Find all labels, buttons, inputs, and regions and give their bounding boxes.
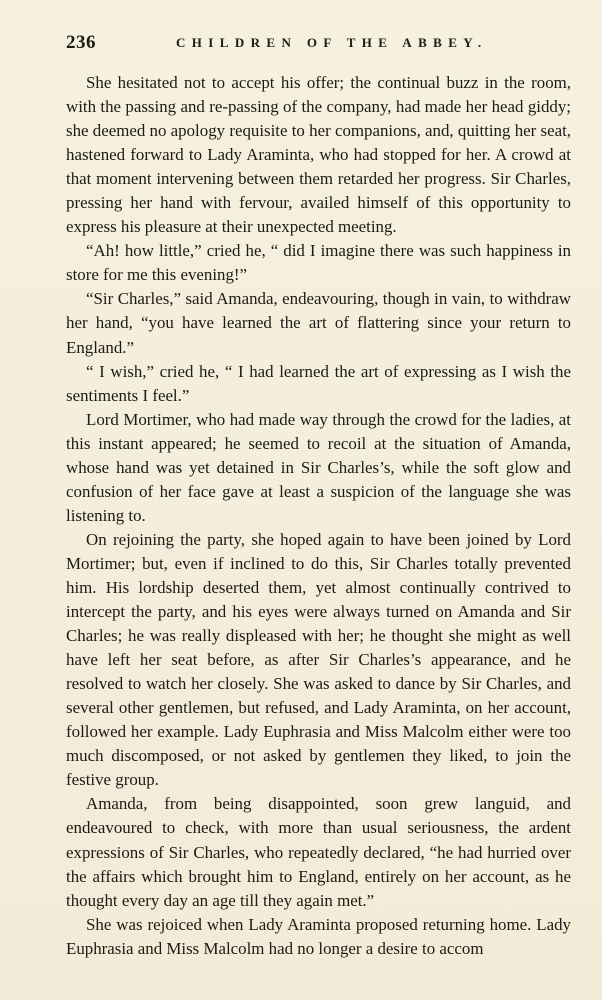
paragraph: “Ah! how little,” cried he, “ did I imagine there was such happiness in store for me this evening!” xyxy=(66,241,571,285)
paragraph: She was rejoiced when Lady Araminta proposed returning home. Lady Euphrasia and Miss Malcolm had no longer a desire to accom xyxy=(66,914,571,958)
running-head: CHILDREN OF THE ABBEY. xyxy=(176,35,488,50)
paragraph: “ I wish,” cried he, “ I had learned the art of expressing as I wish the sentiments I feel.” xyxy=(66,361,571,405)
paragraph: Amanda, from being disappointed, soon grew languid, and endeavoured to check, with more than usual seriousness, the ardent expressions of Sir Charles, who repeatedly declared, “he had hurried over the affairs which brought him to England, entirely on her account, as he thought every day an age till they again met.” xyxy=(66,794,571,910)
page-header xyxy=(66,32,571,54)
paragraph: She hesitated not to accept his offer; the continual buzz in the room, with the passing and re-passing of the company, had made her head giddy; she deemed no apology requisite to her companions, and, quitting her seat, hastened forward to Lady Araminta, who had stopped for her. A crowd at that moment intervening between them retarded her progress. Sir Charles, pressing her hand with fervour, availed himself of this opportunity to express his pleasure at their unexpected meeting. xyxy=(66,73,571,237)
paragraph: Lord Mortimer, who had made way through the crowd for the ladies, at this instant appeared; he seemed to recoil at the situation of Amanda, whose hand was yet detained in Sir Charles’s, while the soft glow and confusion of her face gave at least a suspicion of the language she was listening to. xyxy=(66,409,571,525)
paragraph: On rejoining the party, she hoped again to have been joined by Lord Mortimer; but, even if inclined to do this, Sir Charles totally prevented him. His lordship deserted them, yet almost continually contrived to intercept the party, and his eyes were always turned on Amanda and Sir Charles; he was really displeased with her; he thought she might as well have left her seat before, as after Sir Charles’s appearance, and he resolved to watch her closely. She was asked to dance by Sir Charles, and several other gentlemen, but refused, and Lady Araminta, on her account, followed her example. Lady Euphrasia and Miss Malcolm either were too much discomposed, or not asked by gentlemen they liked, to join the festive group. xyxy=(66,529,571,790)
page-number: 236 xyxy=(66,32,96,53)
body-text xyxy=(66,71,571,961)
paragraph: “Sir Charles,” said Amanda, endeavouring, though in vain, to withdraw her hand, “you have learned the art of flattering since your return to England.” xyxy=(66,289,571,357)
